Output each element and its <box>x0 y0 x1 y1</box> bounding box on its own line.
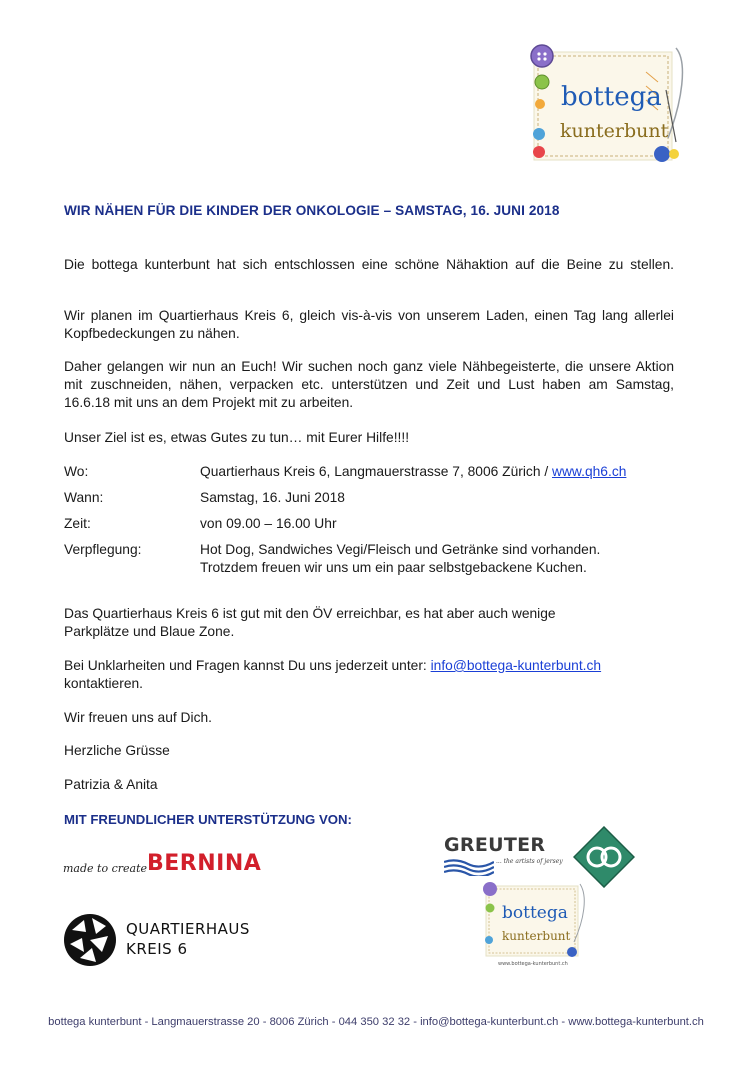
bernina-tagline: made to create <box>63 862 147 875</box>
paragraph-closing: Wir freuen uns auf Dich. <box>64 710 212 725</box>
quartierhaus-icon <box>62 912 118 968</box>
detail-value: Hot Dog, Sandwiches Vegi/Fleisch und Getränke sind vorhanden. Trotzdem freuen wir uns um ein paar selbstgebackene Kuchen. <box>200 542 601 575</box>
green-diamond-logo-icon <box>573 826 635 888</box>
paragraph-plan: Wir planen im Quartierhaus Kreis 6, gleich vis-à-vis von unserem Laden, einen Tag lang allerlei Kopfbedeckungen zu nähen. <box>64 308 674 341</box>
svg-text:www.bottega-kunterbunt.ch: www.bottega-kunterbunt.ch <box>498 961 568 967</box>
page-footer: bottega kunterbunt - Langmauerstrasse 20 - 8006 Zürich - 044 350 32 32 - info@bottega-kunterbunt.ch - www.bottega-kunterbunt.ch <box>48 1016 704 1028</box>
qh6-link[interactable]: www.qh6.ch <box>552 464 627 479</box>
page-title: WIR NÄHEN FÜR DIE KINDER DER ONKOLOGIE – SAMSTAG, 16. JUNI 2018 <box>64 203 560 218</box>
paragraph-greeting: Herzliche Grüsse <box>64 743 170 758</box>
bernina-brand: BERNINA <box>147 851 262 876</box>
bernina-logo <box>63 850 278 882</box>
paragraph-intro: Die bottega kunterbunt hat sich entschlossen eine schöne Nähaktion auf die Beine zu stellen. <box>64 257 674 272</box>
svg-text:bottega: bottega <box>561 82 662 112</box>
svg-text:bottega: bottega <box>502 903 568 923</box>
email-link[interactable]: info@bottega-kunterbunt.ch <box>430 658 602 673</box>
detail-value: von 09.00 – 16.00 Uhr <box>200 516 337 531</box>
greuter-wave-icon <box>444 858 494 876</box>
paragraph-transport: Das Quartierhaus Kreis 6 ist gut mit den ÖV erreichbar, es hat aber auch wenige Parkplätze und Blaue Zone. <box>64 606 556 639</box>
greuter-tagline: ... the artists of jersey <box>496 858 563 865</box>
detail-label: Verpflegung: <box>64 542 142 557</box>
bottega-kunterbunt-logo <box>526 42 690 172</box>
detail-value: Samstag, 16. Juni 2018 <box>200 490 345 505</box>
greuter-logo <box>444 834 563 880</box>
svg-text:kunterbunt: kunterbunt <box>560 120 669 142</box>
quartierhaus-line2: KREIS 6 <box>126 940 188 958</box>
svg-text:kunterbunt: kunterbunt <box>502 929 571 943</box>
signature: Patrizia & Anita <box>64 777 158 792</box>
quartierhaus-line1: QUARTIERHAUS <box>126 920 250 938</box>
paragraph-contact: Bei Unklarheiten und Fragen kannst Du uns jederzeit unter: info@bottega-kunterbunt.ch kontaktieren. <box>64 658 602 691</box>
paragraph-goal: Unser Ziel ist es, etwas Gutes zu tun… mit Eurer Hilfe!!!! <box>64 430 410 445</box>
detail-label: Zeit: <box>64 516 91 531</box>
paragraph-call: Daher gelangen wir nun an Euch! Wir suchen noch ganz viele Nähbegeisterte, die unsere Aktion mit zuschneiden, nähen, verpacken etc. unterstützen und Zeit und Lust haben am Samstag, 16.6.18 mit uns an dem Projekt mit zu arbeiten. <box>64 359 674 410</box>
bottega-kunterbunt-small-logo <box>480 880 590 968</box>
quartierhaus-logo <box>62 912 252 968</box>
detail-value: Quartierhaus Kreis 6, Langmauerstrasse 7, 8006 Zürich / www.qh6.ch <box>200 464 627 479</box>
detail-label: Wann: <box>64 490 104 505</box>
detail-label: Wo: <box>64 464 89 479</box>
greuter-name: GREUTER <box>444 834 546 856</box>
support-heading: MIT FREUNDLICHER UNTERSTÜTZUNG VON: <box>64 812 352 827</box>
